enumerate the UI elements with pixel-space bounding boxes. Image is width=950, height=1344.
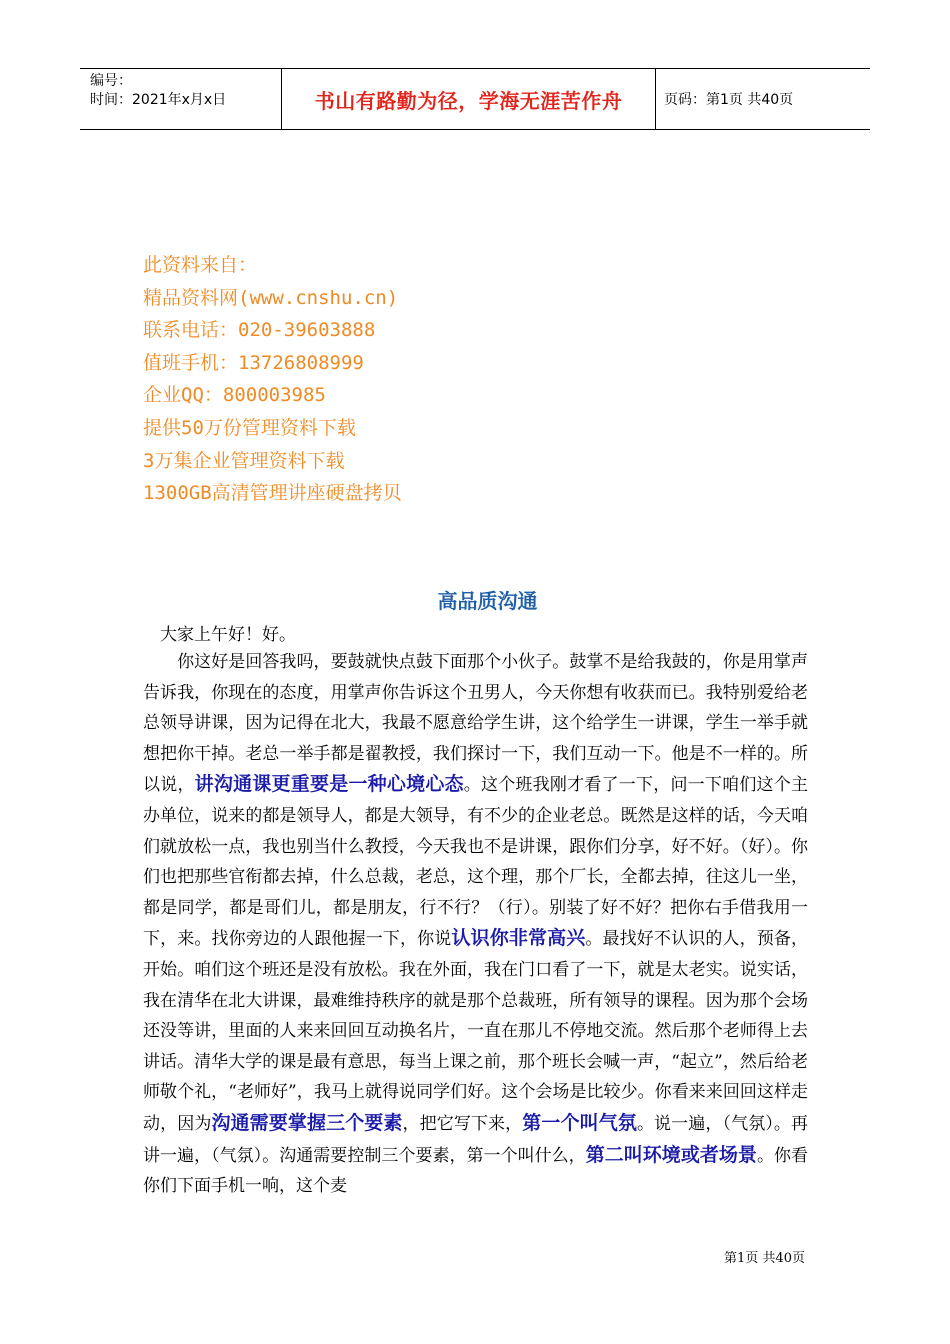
body-text: 。你看你们下面手机一响，这个麦 [143,1145,808,1197]
highlight-phrase: 讲沟通课更重要是一种心境心态 [194,773,464,796]
source-info-block [143,249,402,510]
body-text: 。这个班我刚才看了一下，问一下咱们这个主办单位，说来的都是领导人，都是大领导，有不少的企业老总。既然是这样的话，今天咱们就放松一点，我也别当什么教授，今天我也不是讲课，跟你们分享，好不好。（好）。你们也把那些官衔都去掉，什么总裁，老总，这个理，那个厂长，全都去掉，往这儿一坐，都是同学，都是哥们儿，都是朋友，行不行？（行）。别装了好不好？把你右手借我用一下，来。找你旁边的人跟他握一下，你说 [143,775,808,950]
header-page-info: 页码：第1页 共40页 [664,92,794,108]
article-title: 高品质沟通 [437,589,538,613]
motto: 书山有路勤为径，学海无涯苦作舟 [314,88,623,113]
header-meta [80,69,280,129]
source-line: 此资料来自： [143,254,258,276]
highlight-phrase: 认识你非常高兴 [451,927,586,950]
source-line: 企业QQ：800003985 [143,384,326,407]
article-body [143,647,808,1202]
article-greeting: 大家上午好！好。 [160,625,296,645]
source-line: 精品资料网(www.cnshu.cn) [143,286,399,309]
source-line: 1300GB高清管理讲座硬盘拷贝 [143,482,402,505]
source-line: 值班手机：13726808999 [143,351,364,374]
source-line: 提供50万份管理资料下载 [143,416,356,439]
body-text: 。最找好不认识的人，预备，开始。咱们这个班还是没有放松。我在外面，我在门口看了一下，就是太老实。说实话，我在清华在北大讲课，最难维持秩序的就是那个总裁班，所有领导的课程。因为那个会场还没等讲，里面的人来来回回互动换名片，一直在那儿不停地交流。然后那个老师得上去讲话。清华大学的课是最有意思，每当上课之前，那个班长会喊一声，“起立”，然后给老师敬个礼，“老师好”，我马上就得说同学们好。这个会场是比较少。你看来来回回这样走动，因为 [143,929,809,1134]
highlight-phrase: 第一个叫气氛 [522,1111,637,1134]
page-footer: 第1页 共40页 [724,1251,805,1266]
highlight-phrase: 第二叫环境或者场景 [585,1143,757,1166]
header-table [80,68,870,130]
header-motto-cell [281,69,656,129]
body-text: 。说一遍，（气氛）。再讲一遍，（气氛）。沟通需要控制三个要素，第一个叫什么， [143,1113,809,1166]
highlight-phrase: 沟通需要掌握三个要素 [211,1111,403,1134]
source-line: 联系电话：020-39603888 [143,319,376,342]
body-text: 你这好是回答我吗，要鼓就快点鼓下面那个小伙子。鼓掌不是给我鼓的，你是用掌声告诉我，你现在的态度，用掌声你告诉这个丑男人，今天你想有收获而已。我特别爱给老总领导讲课，因为记得在北大，我最不愿意给学生讲，这个给学生一讲课，学生一举手就想把你干掉。老总一举手都是翟教授，我们探讨一下，我们互动一下。他是不一样的。所以说， [143,652,808,796]
document-time: 时间：2021年x月x日 [90,92,227,108]
source-line: 3万集企业管理资料下载 [143,449,345,472]
document-number-label: 编号： [90,73,132,89]
body-text: ，把它写下来， [402,1113,523,1134]
